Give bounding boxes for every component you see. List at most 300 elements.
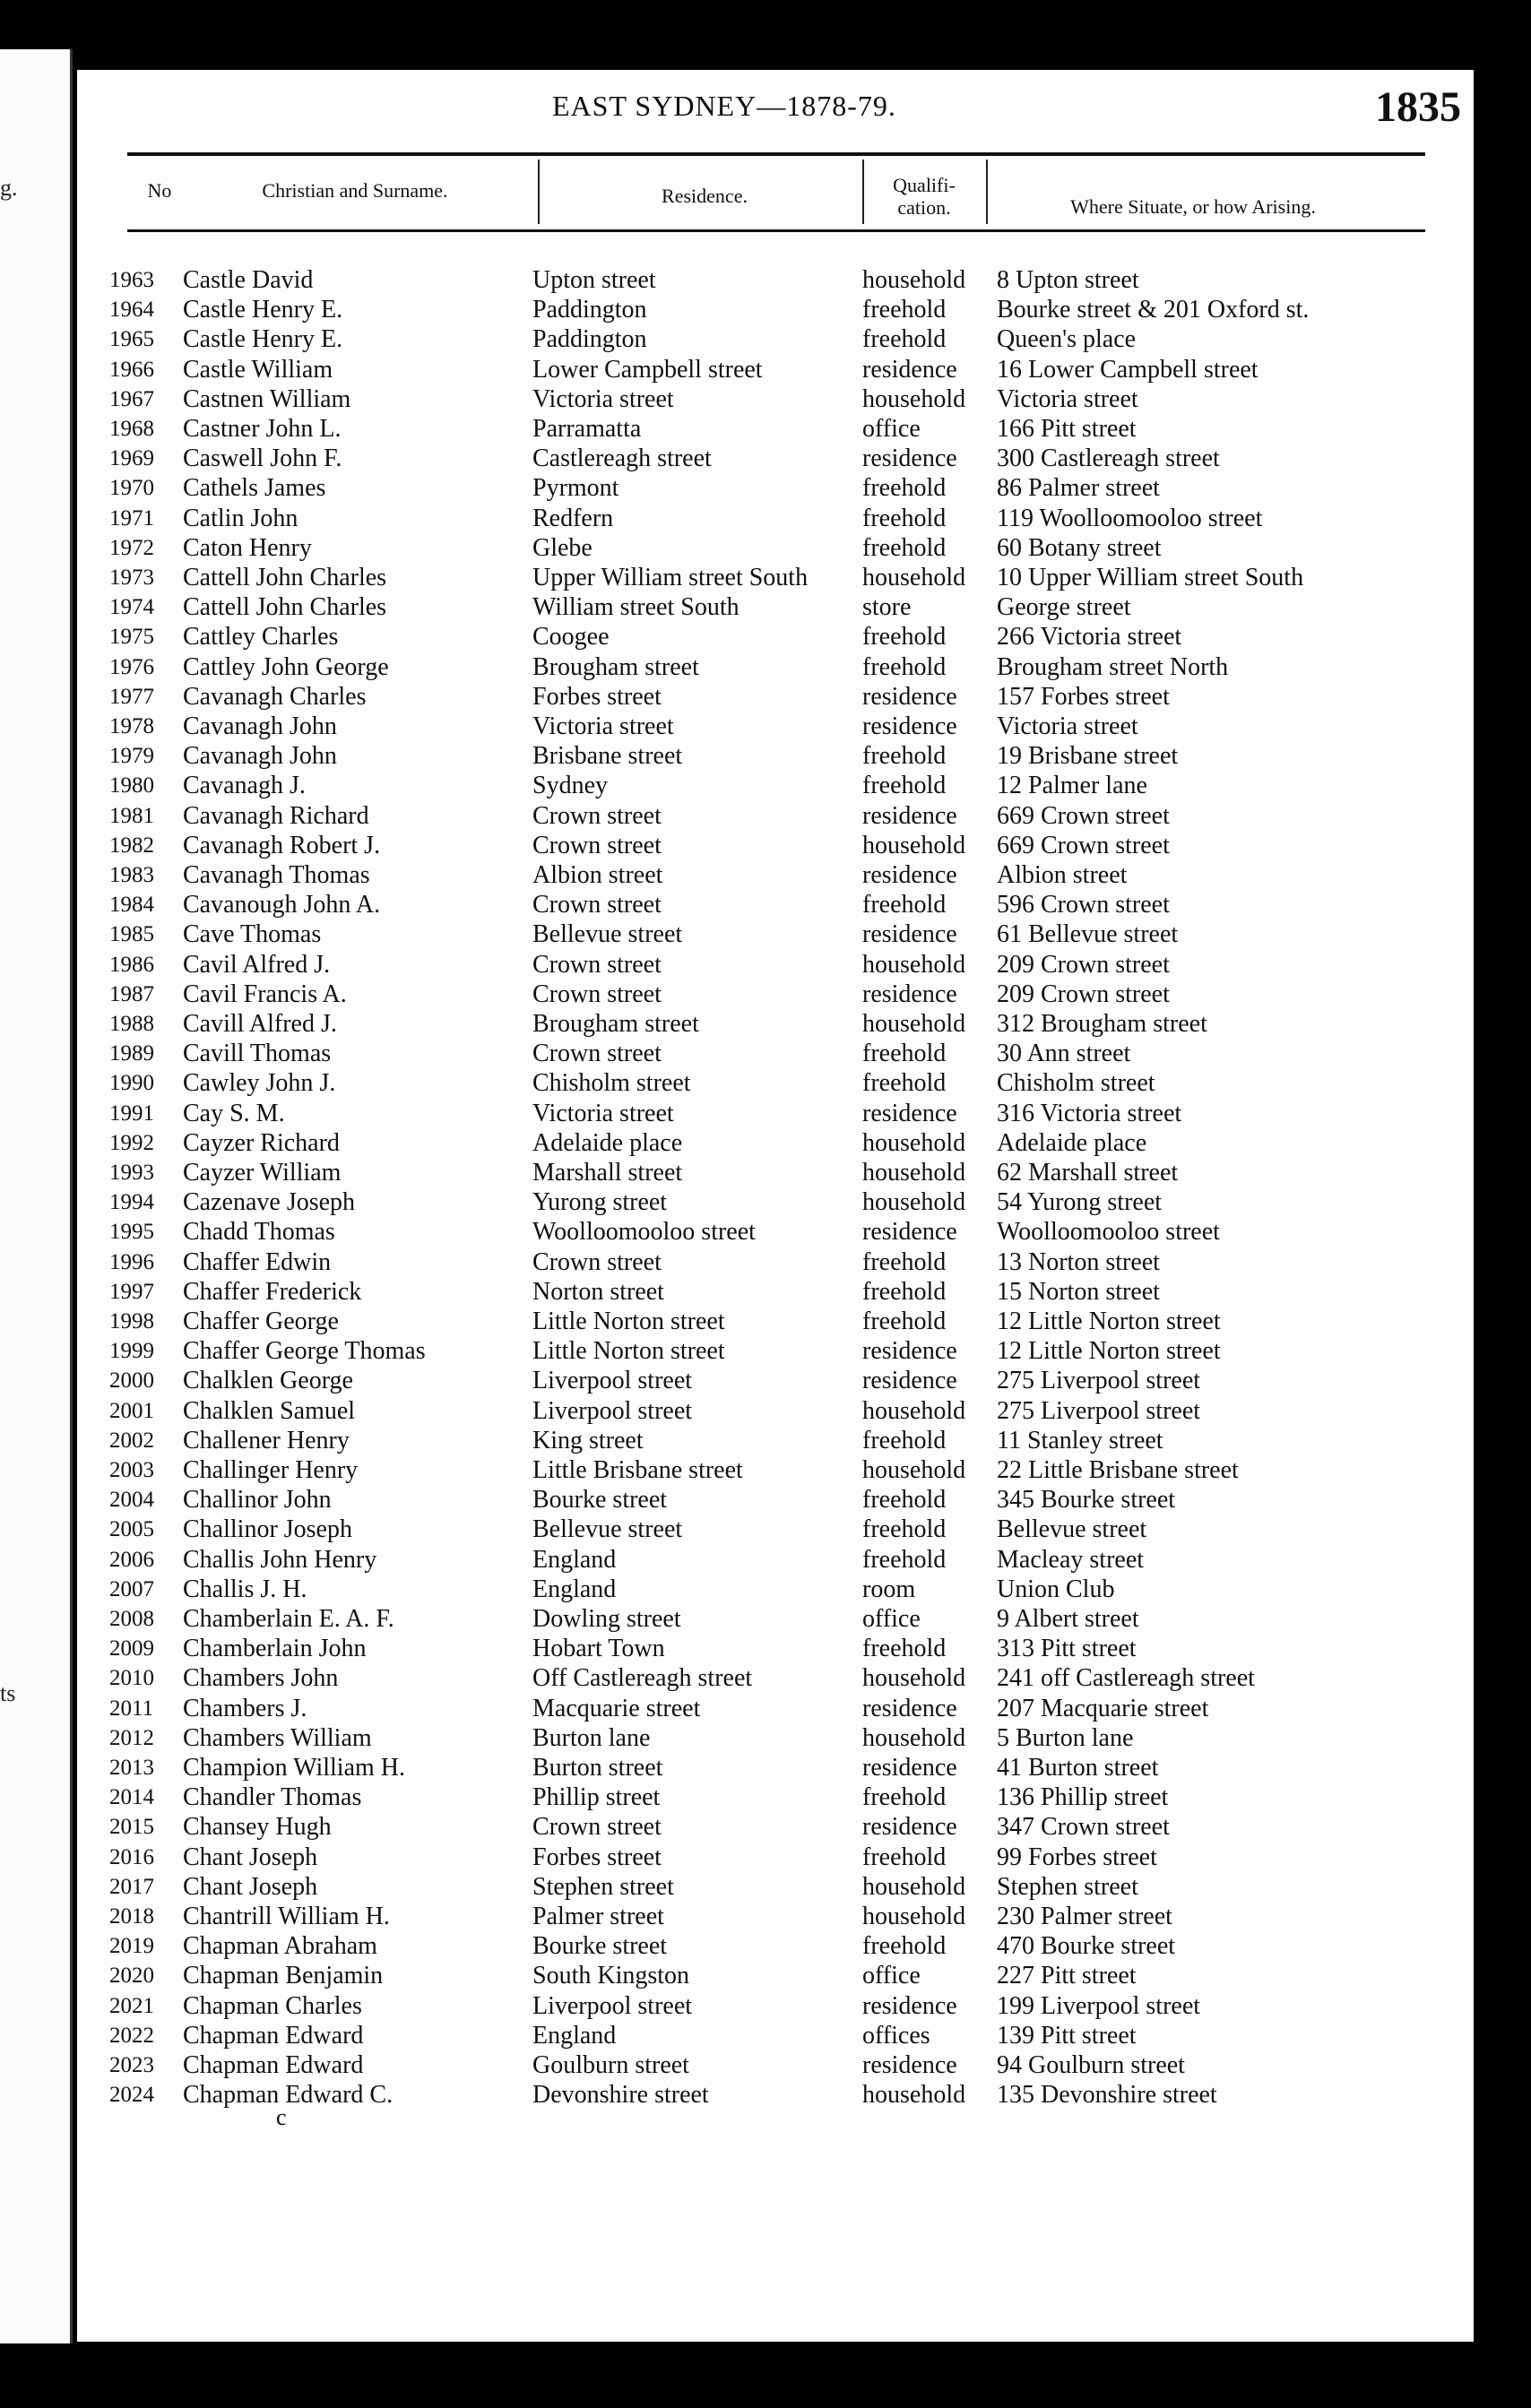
entry-residence: Little Norton street [532, 1308, 725, 1335]
table-row [77, 652, 1474, 682]
entry-qualification: freehold [862, 1247, 947, 1276]
entry-where-situate: 157 Forbes street [997, 682, 1170, 711]
entry-where-situate: 139 Pitt street [997, 2021, 1137, 2050]
entry-residence: Bourke street [532, 1486, 668, 1515]
entry-name: Champion William H. [183, 1754, 406, 1782]
entry-name: Chaffer Edwin [183, 1247, 332, 1276]
entry-number: 1964 [109, 298, 154, 323]
entry-residence: Upper William street South [532, 564, 809, 591]
entry-name: Cavanagh John [183, 742, 337, 771]
entry-number: 2009 [109, 1636, 154, 1661]
table-row [77, 771, 1474, 800]
entry-qualification: freehold [862, 1545, 947, 1574]
entry-name: Cavanagh J. [183, 772, 306, 800]
page-number: 1835 [1375, 83, 1461, 131]
entry-qualification: household [862, 1188, 966, 1217]
entry-residence: Paddington [532, 325, 647, 354]
table-row [77, 1217, 1474, 1247]
entry-number: 2024 [109, 2083, 154, 2108]
table-row [77, 1396, 1474, 1426]
entry-residence: Forbes street [532, 682, 662, 711]
table-row [77, 1604, 1474, 1634]
entry-qualification: household [862, 1456, 966, 1484]
entry-name: Chambers William [183, 1723, 372, 1752]
entry-qualification: residence [862, 920, 957, 949]
entry-number: 1985 [109, 922, 154, 947]
entry-qualification: offices [862, 2021, 930, 2050]
entry-where-situate: 41 Burton street [997, 1754, 1159, 1782]
table-row [77, 2080, 1474, 2110]
entry-number: 1996 [109, 1249, 154, 1274]
entry-number: 1971 [109, 505, 154, 531]
entry-qualification: residence [862, 682, 957, 711]
entry-where-situate: Queen's place [997, 325, 1137, 354]
table-row [77, 1307, 1474, 1336]
entry-residence: Sydney [532, 772, 608, 800]
entry-where-situate: Macleay street [997, 1545, 1145, 1574]
table-row [77, 2050, 1474, 2080]
entry-name: Chadd Thomas [183, 1218, 335, 1247]
entry-residence: Lower Campbell street [532, 355, 763, 384]
entry-residence: Paddington [532, 296, 647, 324]
table-row [77, 1128, 1474, 1158]
entry-number: 2018 [109, 1904, 154, 1929]
left-page-fragment-side: ts [0, 1680, 16, 1706]
entry-name: Castle Henry E. [183, 296, 343, 324]
entry-qualification: household [862, 1159, 966, 1187]
entry-qualification: freehold [862, 623, 947, 652]
entry-number: 1969 [109, 446, 154, 471]
table-row [77, 1663, 1474, 1693]
entry-where-situate: 316 Victoria street [997, 1099, 1182, 1127]
entry-where-situate: 230 Palmer street [997, 1903, 1172, 1930]
entry-number: 1993 [109, 1161, 154, 1185]
entry-residence: Victoria street [532, 384, 674, 413]
table-row [77, 801, 1474, 831]
entry-qualification: freehold [862, 1040, 947, 1068]
table-row [77, 1277, 1474, 1307]
entry-residence: Woolloomooloo street [532, 1218, 756, 1247]
entry-name: Challinor John [183, 1486, 332, 1515]
table-row [77, 1366, 1474, 1395]
entry-name: Challinor Joseph [183, 1515, 352, 1544]
entry-residence: Devonshire street [532, 2081, 709, 2110]
entry-where-situate: 596 Crown street [997, 891, 1170, 919]
entry-where-situate: 30 Ann street [997, 1040, 1131, 1068]
entry-where-situate: Chisholm street [997, 1069, 1155, 1098]
entry-number: 1999 [109, 1339, 154, 1364]
table-row [77, 1634, 1474, 1663]
entry-residence: Liverpool street [532, 1367, 693, 1395]
entry-where-situate: 62 Marshall street [997, 1159, 1179, 1187]
entry-where-situate: 22 Little Brisbane street [997, 1456, 1239, 1484]
entry-residence: Macquarie street [532, 1694, 701, 1722]
entry-residence: England [532, 1575, 617, 1603]
table-row [77, 950, 1474, 980]
column-header-qualification: Qualifi- cation. [893, 174, 956, 220]
left-page-edge [0, 49, 73, 2343]
entry-number: 2012 [109, 1725, 154, 1750]
entry-where-situate: 16 Lower Campbell street [997, 355, 1259, 384]
entry-name: Chalklen Samuel [183, 1396, 356, 1425]
entry-number: 1982 [109, 833, 154, 858]
entry-name: Cawley John J. [183, 1069, 336, 1098]
entry-residence: Goulburn street [532, 2051, 689, 2079]
entry-qualification: residence [862, 980, 957, 1008]
entry-residence: Phillip street [532, 1783, 661, 1812]
entry-residence: Bourke street [532, 1932, 668, 1961]
entry-number: 1987 [109, 981, 154, 1006]
entry-name: Cattell John Charles [183, 593, 387, 622]
entry-name: Cay S. M. [183, 1099, 285, 1127]
entry-residence: Adelaide place [532, 1128, 683, 1157]
entry-qualification: residence [862, 355, 957, 384]
entry-where-situate: 266 Victoria street [997, 623, 1182, 652]
entry-number: 2000 [109, 1368, 154, 1394]
entry-name: Chapman Edward [183, 2051, 364, 2079]
entry-where-situate: 61 Bellevue street [997, 920, 1179, 949]
entry-where-situate: 209 Crown street [997, 980, 1170, 1008]
left-page-fragment-top: g. [0, 175, 18, 201]
entry-number: 1998 [109, 1309, 154, 1333]
entry-qualification: freehold [862, 772, 947, 800]
entry-residence: Bellevue street [532, 920, 683, 949]
table-row [77, 1723, 1474, 1753]
entry-qualification: freehold [862, 742, 947, 771]
entry-residence: Little Norton street [532, 1337, 725, 1366]
entry-where-situate: 5 Burton lane [997, 1723, 1134, 1752]
entry-residence: Burton lane [532, 1723, 651, 1752]
entry-number: 2021 [109, 1993, 154, 2018]
entry-residence: Victoria street [532, 1099, 674, 1127]
entry-qualification: residence [862, 1337, 957, 1366]
entry-where-situate: 275 Liverpool street [997, 1396, 1201, 1425]
entry-where-situate: 199 Liverpool street [997, 1991, 1201, 2020]
entry-name: Cavanagh Richard [183, 801, 369, 830]
entry-qualification: freehold [862, 1486, 947, 1515]
entry-number: 1973 [109, 565, 154, 590]
entry-where-situate: Bourke street & 201 Oxford st. [997, 296, 1310, 324]
page-title: EAST SYDNEY—1878-79. [552, 90, 896, 122]
entry-residence: Crown street [532, 801, 662, 830]
table-row [77, 1515, 1474, 1544]
column-header-where: Where Situate, or how Arising. [1070, 195, 1316, 218]
entry-number: 1978 [109, 714, 154, 738]
entry-where-situate: 470 Bourke street [997, 1932, 1176, 1961]
table-row [77, 324, 1474, 354]
entry-residence: Crown street [532, 1247, 662, 1276]
table-row [77, 1426, 1474, 1455]
entry-qualification: household [862, 950, 966, 979]
entry-where-situate: Bellevue street [997, 1515, 1147, 1544]
entry-name: Cavanough John A. [183, 891, 381, 919]
entry-where-situate: 12 Little Norton street [997, 1337, 1221, 1366]
entry-where-situate: 669 Crown street [997, 831, 1170, 859]
entry-name: Catlin John [183, 504, 298, 532]
entry-qualification: office [862, 1605, 921, 1633]
entry-number: 1974 [109, 595, 154, 620]
entry-number: 2004 [109, 1488, 154, 1513]
entry-residence: William street South [532, 593, 740, 622]
entry-name: Chapman Charles [183, 1991, 362, 2020]
entry-number: 1968 [109, 417, 154, 441]
entry-where-situate: 241 off Castlereagh street [997, 1664, 1255, 1693]
entry-residence: Victoria street [532, 712, 674, 740]
entry-name: Chapman Edward C. [183, 2081, 394, 2110]
entry-qualification: household [862, 1872, 966, 1901]
entry-where-situate: 135 Devonshire street [997, 2081, 1217, 2110]
table-row [77, 1843, 1474, 1872]
entry-qualification: office [862, 415, 921, 443]
entry-where-situate: Victoria street [997, 384, 1138, 413]
register-page [77, 70, 1474, 2342]
entry-residence: Burton street [532, 1754, 663, 1782]
entry-number: 2015 [109, 1815, 154, 1840]
entry-qualification: household [862, 1396, 966, 1425]
entry-name: Chalklen George [183, 1367, 353, 1395]
entry-where-situate: 275 Liverpool street [997, 1367, 1201, 1395]
table-row [77, 1575, 1474, 1604]
entry-name: Chambers John [183, 1664, 339, 1693]
entry-where-situate: Victoria street [997, 712, 1138, 740]
entry-name: Cazenave Joseph [183, 1188, 356, 1217]
entry-qualification: freehold [862, 652, 947, 681]
entry-name: Challinger Henry [183, 1456, 359, 1484]
entry-name: Cayzer William [183, 1159, 342, 1187]
entry-number: 1989 [109, 1041, 154, 1066]
entry-residence: Crown street [532, 1813, 662, 1842]
entry-qualification: freehold [862, 1069, 947, 1098]
entry-number: 1995 [109, 1220, 154, 1245]
entry-number: 1983 [109, 863, 154, 887]
entry-name: Cayzer Richard [183, 1128, 340, 1157]
entry-residence: Liverpool street [532, 1396, 693, 1425]
entry-name: Chapman Edward [183, 2021, 364, 2050]
entry-name: Challis John Henry [183, 1545, 377, 1574]
entry-qualification: freehold [862, 1515, 947, 1544]
entry-number: 2023 [109, 2053, 154, 2077]
entry-name: Chamberlain John [183, 1635, 367, 1663]
column-header-name: Christian and Surname. [262, 179, 448, 202]
entry-qualification: household [862, 1010, 966, 1038]
entry-qualification: residence [862, 1991, 957, 2020]
entry-number: 1992 [109, 1130, 154, 1155]
table-row [77, 1158, 1474, 1187]
entry-where-situate: Albion street [997, 861, 1128, 889]
entry-number: 1979 [109, 744, 154, 769]
entry-qualification: freehold [862, 296, 947, 324]
table-row [77, 563, 1474, 592]
entry-qualification: residence [862, 1694, 957, 1722]
column-divider [538, 160, 540, 224]
table-row [77, 504, 1474, 533]
table-row [77, 1991, 1474, 2021]
entry-where-situate: 12 Palmer lane [997, 772, 1147, 800]
entry-qualification: residence [862, 2051, 957, 2079]
entry-name: Cavill Thomas [183, 1040, 332, 1068]
entry-where-situate: 10 Upper William street South [997, 564, 1304, 591]
table-row [77, 1247, 1474, 1277]
entry-residence: Redfern [532, 504, 614, 532]
entry-number: 2016 [109, 1844, 154, 1869]
entry-number: 2017 [109, 1874, 154, 1899]
entry-name: Chapman Abraham [183, 1932, 377, 1961]
entry-qualification: household [862, 2081, 966, 2110]
entry-name: Cavanagh Charles [183, 682, 367, 711]
entry-where-situate: 313 Pitt street [997, 1635, 1137, 1663]
table-row [77, 1902, 1474, 1931]
entry-where-situate: Brougham street North [997, 652, 1229, 681]
entry-qualification: freehold [862, 1635, 947, 1663]
entry-where-situate: 9 Albert street [997, 1605, 1139, 1633]
entry-residence: South Kingston [532, 1962, 690, 1990]
entry-number: 2013 [109, 1756, 154, 1780]
table-row [77, 1545, 1474, 1575]
entry-number: 1977 [109, 684, 154, 709]
entry-residence: Stephen street [532, 1872, 674, 1901]
entry-residence: Crown street [532, 891, 662, 919]
entry-qualification: residence [862, 1754, 957, 1782]
entry-name: Chapman Benjamin [183, 1962, 384, 1990]
entry-residence: Coogee [532, 623, 610, 652]
table-row [77, 1782, 1474, 1812]
table-row [77, 622, 1474, 652]
entry-residence: King street [532, 1426, 644, 1454]
entry-where-situate: 207 Macquarie street [997, 1694, 1209, 1722]
entry-number: 1967 [109, 386, 154, 411]
entry-number: 1981 [109, 803, 154, 828]
entry-residence: Crown street [532, 1040, 662, 1068]
table-row [77, 1694, 1474, 1723]
entry-name: Cathels James [183, 474, 326, 503]
entry-residence: Brisbane street [532, 742, 683, 771]
entry-residence: Yurong street [532, 1188, 668, 1217]
entry-where-situate: 11 Stanley street [997, 1426, 1163, 1454]
entry-number: 2008 [109, 1607, 154, 1631]
entry-number: 1963 [109, 268, 154, 292]
table-row [77, 1039, 1474, 1068]
entry-qualification: residence [862, 1099, 957, 1127]
entry-residence: Brougham street [532, 652, 699, 681]
entry-residence: Marshall street [532, 1159, 683, 1187]
entry-qualification: office [862, 1962, 921, 1990]
entry-qualification: household [862, 384, 966, 413]
entry-number: 2010 [109, 1666, 154, 1691]
entry-where-situate: 209 Crown street [997, 950, 1170, 979]
entry-number: 2006 [109, 1547, 154, 1572]
entry-name: Cavanagh Robert J. [183, 831, 381, 859]
entry-residence: Crown street [532, 831, 662, 859]
entry-name: Chant Joseph [183, 1872, 318, 1901]
entry-name: Challener Henry [183, 1426, 350, 1454]
entry-residence: Upton street [532, 266, 656, 294]
table-row [77, 355, 1474, 384]
table-row [77, 473, 1474, 503]
entry-name: Chantrill William H. [183, 1903, 390, 1930]
entry-name: Castle Henry E. [183, 325, 343, 354]
entry-qualification: residence [862, 444, 957, 473]
entry-name: Cavil Francis A. [183, 980, 347, 1008]
entry-residence: Liverpool street [532, 1991, 693, 2020]
entry-number: 2011 [109, 1696, 154, 1721]
entry-qualification: residence [862, 712, 957, 740]
entry-qualification: store [862, 593, 912, 622]
entry-where-situate: 8 Upton street [997, 266, 1139, 294]
entry-residence: Parramatta [532, 415, 642, 443]
entry-number: 2001 [109, 1398, 154, 1423]
entry-qualification: freehold [862, 1932, 947, 1961]
table-row [77, 741, 1474, 771]
entry-number: 1975 [109, 625, 154, 650]
entry-qualification: household [862, 1903, 966, 1930]
entry-qualification: freehold [862, 1308, 947, 1335]
table-row [77, 712, 1474, 741]
table-row [77, 444, 1474, 473]
entry-where-situate: 345 Bourke street [997, 1486, 1176, 1515]
entry-residence: Off Castlereagh street [532, 1664, 753, 1693]
entry-number: 1984 [109, 893, 154, 918]
table-row [77, 682, 1474, 712]
entry-residence: Albion street [532, 861, 663, 889]
entry-number: 1997 [109, 1279, 154, 1304]
entry-where-situate: 119 Woolloomooloo street [997, 504, 1263, 532]
table-row [77, 265, 1474, 295]
entry-qualification: residence [862, 1813, 957, 1842]
entry-number: 2002 [109, 1428, 154, 1453]
entry-name: Cavill Alfred J. [183, 1010, 337, 1038]
table-row [77, 831, 1474, 860]
entry-where-situate: 136 Phillip street [997, 1783, 1169, 1812]
entry-qualification: residence [862, 801, 957, 830]
entry-qualification: freehold [862, 1426, 947, 1454]
table-row [77, 1455, 1474, 1485]
entry-name: Castner John L. [183, 415, 342, 443]
entry-number: 1970 [109, 476, 154, 501]
table-row [77, 1336, 1474, 1366]
entry-name: Caton Henry [183, 533, 312, 562]
entry-qualification: residence [862, 1367, 957, 1395]
entry-name: Cattell John Charles [183, 564, 387, 591]
entry-number: 2014 [109, 1785, 154, 1810]
entry-where-situate: 300 Castlereagh street [997, 444, 1220, 473]
entry-residence: Crown street [532, 950, 662, 979]
table-row [77, 1099, 1474, 1128]
entry-residence: Brougham street [532, 1010, 699, 1038]
entry-qualification: freehold [862, 533, 947, 562]
entry-number: 1976 [109, 654, 154, 679]
entry-where-situate: Adelaide place [997, 1128, 1147, 1157]
entry-where-situate: Union Club [997, 1575, 1115, 1603]
table-row [77, 384, 1474, 414]
entry-where-situate: 99 Forbes street [997, 1843, 1157, 1871]
entry-number: 1991 [109, 1100, 154, 1126]
entry-residence: Castlereagh street [532, 444, 712, 473]
column-divider [986, 160, 988, 224]
table-row [77, 1068, 1474, 1098]
entry-name: Chant Joseph [183, 1843, 318, 1871]
entry-number: 2003 [109, 1458, 154, 1482]
entry-where-situate: 19 Brisbane street [997, 742, 1179, 771]
table-row [77, 295, 1474, 324]
table-row [77, 890, 1474, 919]
table-row [77, 919, 1474, 949]
entry-name: Caswell John F. [183, 444, 342, 473]
entry-residence: Norton street [532, 1277, 664, 1306]
entry-name: Castnen William [183, 384, 351, 413]
entry-name: Cavanagh John [183, 712, 337, 740]
header-top-rule [127, 152, 1425, 156]
table-row [77, 1961, 1474, 1990]
